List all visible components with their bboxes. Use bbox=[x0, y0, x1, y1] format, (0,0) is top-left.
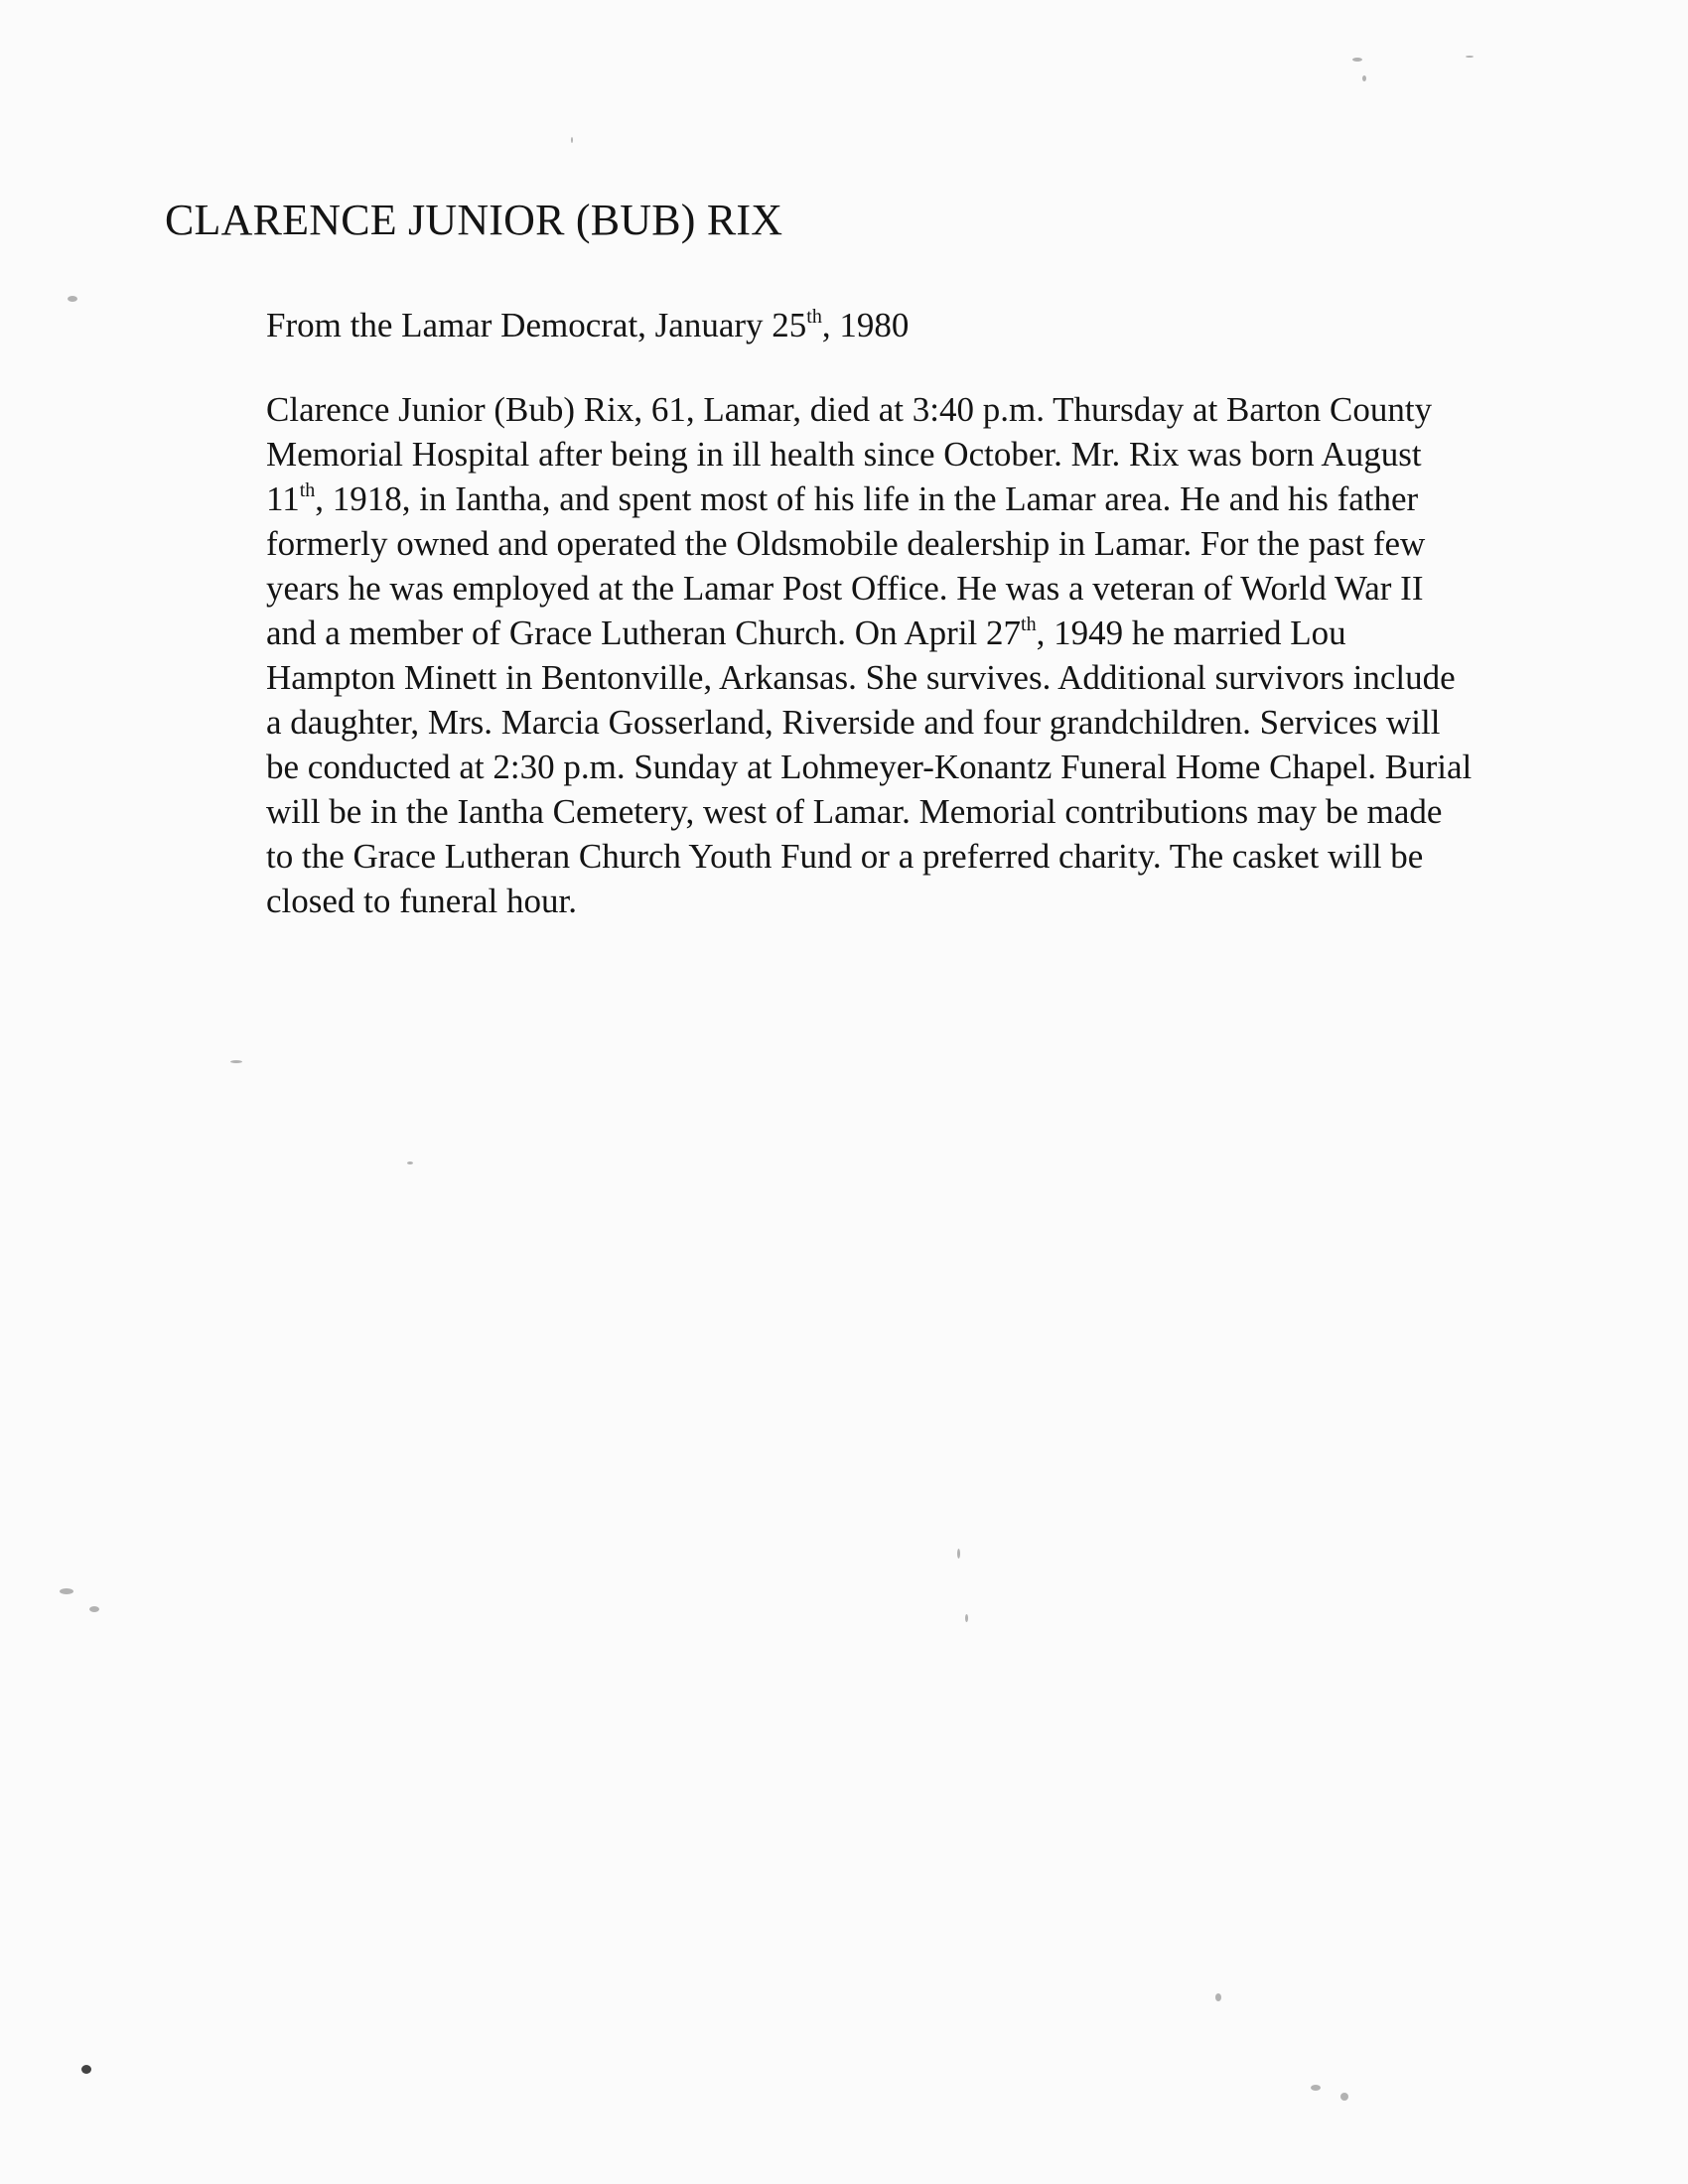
body-line bbox=[266, 387, 1656, 432]
line-text: and a member of Grace Lutheran Church. On April 27 bbox=[266, 614, 1022, 652]
scan-speck bbox=[89, 1606, 99, 1612]
line-text: Memorial Hospital after being in ill health since October. Mr. Rix was born August bbox=[266, 435, 1422, 474]
scan-speck bbox=[1362, 75, 1366, 81]
obituary-title: CLARENCE JUNIOR (BUB) RIX bbox=[165, 196, 783, 244]
line-text: formerly owned and operated the Oldsmobile dealership in Lamar. For the past few bbox=[266, 524, 1426, 563]
scan-speck bbox=[1340, 2093, 1348, 2101]
scan-speck bbox=[1215, 1993, 1221, 2001]
line-text-continued: , 1918, in Iantha, and spent most of his life in the Lamar area. He and his father bbox=[315, 479, 1419, 518]
body-line bbox=[266, 879, 1656, 923]
source-text: From the Lamar Democrat, January 25 bbox=[266, 306, 807, 344]
line-text: to the Grace Lutheran Church Youth Fund or a preferred charity. The casket will be bbox=[266, 837, 1424, 876]
body-line bbox=[266, 566, 1656, 611]
scan-speck bbox=[957, 1549, 960, 1559]
obituary-body bbox=[266, 387, 1656, 923]
scan-speck bbox=[81, 2065, 91, 2074]
scan-speck bbox=[965, 1614, 968, 1622]
scan-speck bbox=[1466, 56, 1474, 58]
body-line bbox=[266, 834, 1656, 879]
scan-speck bbox=[571, 137, 573, 143]
body-line bbox=[266, 745, 1656, 789]
scan-speck bbox=[407, 1161, 413, 1164]
line-text: Hampton Minett in Bentonville, Arkansas. She survives. Additional survivors include bbox=[266, 658, 1456, 697]
line-text: a daughter, Mrs. Marcia Gosserland, Riverside and four grandchildren. Services will bbox=[266, 703, 1441, 742]
scan-speck bbox=[230, 1060, 242, 1063]
scan-speck bbox=[1311, 2085, 1321, 2091]
source-ordinal-suffix: th bbox=[806, 306, 822, 328]
scan-speck bbox=[68, 296, 77, 302]
ordinal-suffix: th bbox=[299, 479, 316, 501]
source-line bbox=[266, 306, 909, 345]
line-text: years he was employed at the Lamar Post Office. He was a veteran of World War II bbox=[266, 569, 1424, 608]
line-text-continued: , 1949 he married Lou bbox=[1036, 614, 1346, 652]
line-text: 11 bbox=[266, 479, 300, 518]
line-text: be conducted at 2:30 p.m. Sunday at Lohmeyer-Konantz Funeral Home Chapel. Burial bbox=[266, 748, 1473, 786]
body-line bbox=[266, 700, 1656, 745]
body-line bbox=[266, 521, 1656, 566]
line-text: Clarence Junior (Bub) Rix, 61, Lamar, died at 3:40 p.m. Thursday at Barton County bbox=[266, 390, 1433, 429]
scan-speck bbox=[1352, 58, 1362, 62]
body-line bbox=[266, 432, 1656, 477]
body-line bbox=[266, 655, 1656, 700]
ordinal-suffix: th bbox=[1021, 614, 1037, 635]
line-text: closed to funeral hour. bbox=[266, 882, 577, 920]
body-line bbox=[266, 789, 1656, 834]
body-line bbox=[266, 477, 1656, 521]
source-year: , 1980 bbox=[821, 306, 910, 344]
scan-speck bbox=[60, 1588, 73, 1594]
body-line bbox=[266, 611, 1656, 655]
line-text: will be in the Iantha Cemetery, west of Lamar. Memorial contributions may be made bbox=[266, 792, 1443, 831]
